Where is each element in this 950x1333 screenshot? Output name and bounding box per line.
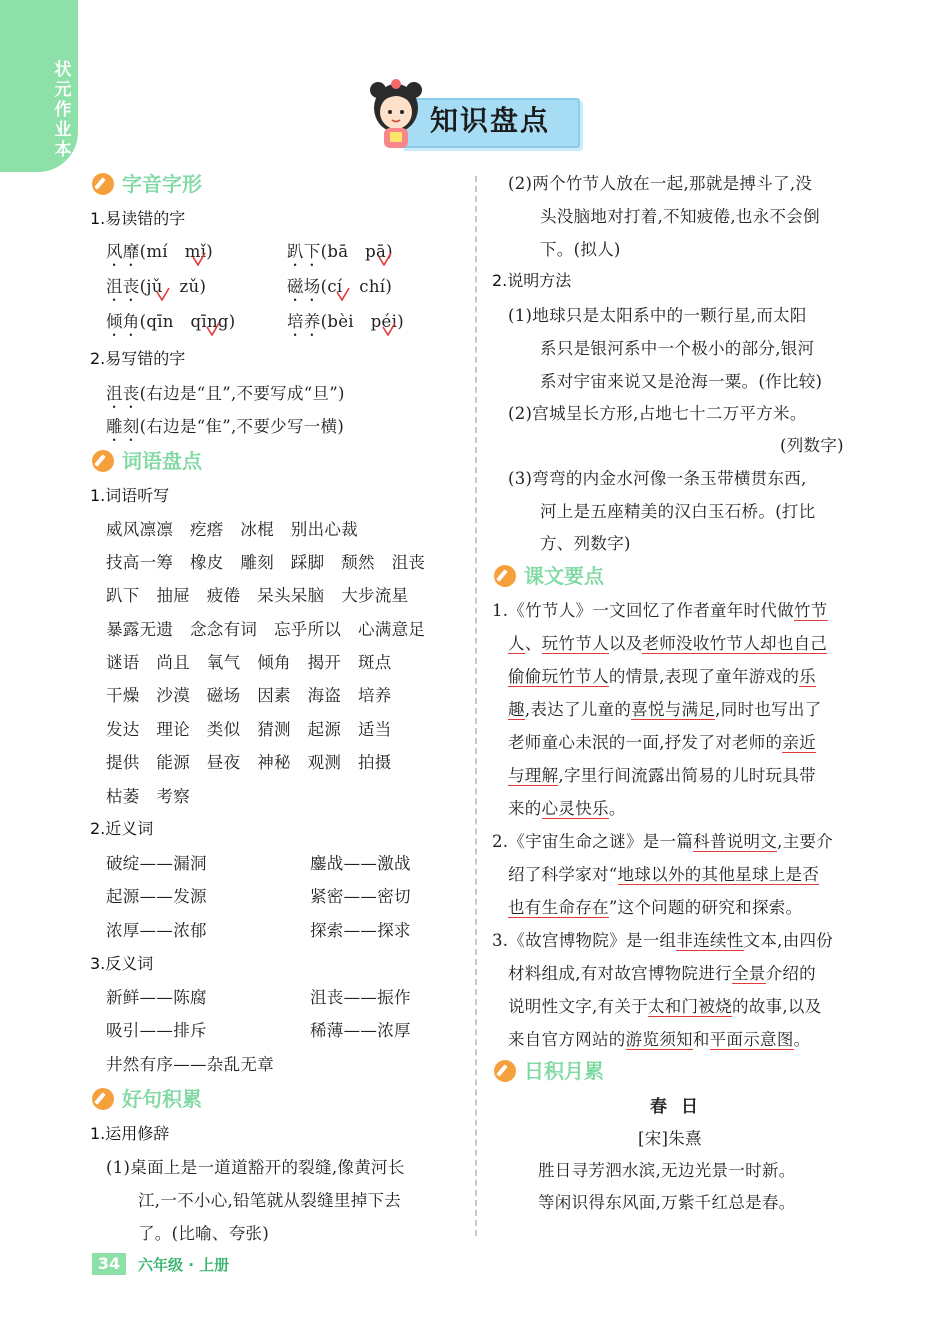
summary-line: 人、玩竹节人以及老师没收竹节人却也自己	[508, 634, 828, 653]
poem-author: [宋]朱熹	[638, 1129, 702, 1148]
sentence-line: (1)桌面上是一道道豁开的裂缝,像黄河长	[106, 1158, 405, 1177]
summary-line: 趣,表达了儿童的喜悦与满足,同时也写出了	[508, 700, 822, 719]
subheading: 2.说明方法	[492, 271, 572, 290]
section-zi-yin-zi-xing	[92, 168, 202, 196]
word-row: 威风凛凛 疙瘩 冰棍 别出心裁	[106, 520, 358, 539]
page-title: 知识盘点	[430, 104, 551, 137]
section-ke-wen-yao-dian	[494, 560, 604, 588]
summary-line: 说明性文字,有关于太和门被烧的故事,以及	[508, 997, 822, 1016]
summary-line: 与理解,字里行间流露出简易的儿时玩具带	[508, 766, 816, 785]
method-line: (列数字)	[780, 436, 844, 455]
summary-line: 绍了科学家对“地球以外的其他星球上是否	[508, 865, 820, 884]
word-row: 趴下 抽屉 疲倦 呆头呆脑 大步流星	[106, 586, 409, 605]
summary-line: 来自官方网站的游览须知和平面示意图。	[508, 1030, 811, 1049]
summary-line: 2.《宇宙生命之谜》是一篇科普说明文,主要介	[492, 832, 834, 851]
antonym-pair: 稀薄——浓厚	[310, 1021, 411, 1040]
subheading: 1.易读错的字	[90, 209, 186, 228]
side-tab-text: 状元作业本	[54, 60, 72, 160]
sentence-line: 头没脑地对打着,不知疲倦,也永不会倒	[540, 207, 820, 226]
sentence-line: 江,一不小心,铅笔就从裂缝里掉下去	[138, 1191, 402, 1210]
method-line: 河上是五座精美的汉白玉石桥。(打比	[540, 502, 816, 521]
pron-item: 培养(bèi péi)	[287, 312, 404, 331]
pencil-icon	[92, 1088, 114, 1110]
subheading: 3.反义词	[90, 954, 154, 973]
antonym-pair: 沮丧——振作	[310, 988, 411, 1007]
subheading: 2.易写错的字	[90, 349, 186, 368]
check-mark-icon	[336, 287, 350, 301]
antonym-pair: 新鲜——陈腐	[106, 988, 207, 1007]
section-title: 字音字形	[122, 172, 202, 196]
pron-item: 磁场(cí chí)	[287, 277, 393, 296]
word-row: 谜语 尚且 氧气 倾角 揭开 斑点	[106, 653, 392, 672]
girl-mascot-icon	[368, 78, 428, 152]
pron-item: 倾角(qīn qīng)	[106, 312, 236, 331]
antonym-pair: 吸引——排斥	[106, 1021, 207, 1040]
synonym-pair: 鏖战——激战	[310, 854, 411, 873]
section-title: 词语盘点	[122, 449, 202, 473]
column-divider	[475, 176, 477, 1236]
summary-line: 也有生命存在”这个问题的研究和探索。	[508, 898, 803, 917]
sentence-line: 下。(拟人)	[540, 240, 621, 259]
summary-line: 来的心灵快乐。	[508, 799, 626, 818]
pencil-icon	[494, 565, 516, 587]
side-tab	[0, 0, 78, 172]
synonym-pair: 浓厚——浓郁	[106, 921, 207, 940]
method-line: (1)地球只是太阳系中的一颗行星,而太阳	[508, 306, 807, 325]
antonym-pair: 井然有序——杂乱无章	[106, 1055, 274, 1074]
section-ci-yu-pan-dian	[92, 445, 202, 473]
synonym-pair: 探索——探求	[310, 921, 411, 940]
check-mark-icon	[156, 287, 170, 301]
poem-title: 春日	[650, 1097, 712, 1117]
word-row: 干燥 沙漠 磁场 因素 海盗 培养	[106, 686, 392, 705]
check-mark-icon	[382, 322, 396, 336]
check-mark-icon	[206, 322, 220, 336]
poem-line: 胜日寻芳泗水滨,无边光景一时新。	[538, 1161, 796, 1180]
method-line: (2)宫城呈长方形,占地七十二万平方米。	[508, 404, 807, 423]
section-title: 课文要点	[524, 564, 604, 588]
word-row: 枯萎 考察	[106, 787, 190, 806]
method-line: 系对宇宙来说又是沧海一粟。(作比较)	[540, 372, 823, 391]
word-row: 提供 能源 昼夜 神秘 观测 拍摄	[106, 753, 392, 772]
word-row: 暴露无遗 念念有词 忘乎所以 心满意足	[106, 620, 426, 639]
subheading: 2.近义词	[90, 819, 154, 838]
pencil-icon	[92, 173, 114, 195]
pencil-icon	[494, 1060, 516, 1082]
method-line: (3)弯弯的内金水河像一条玉带横贯东西,	[508, 469, 807, 488]
method-line: 方、列数字)	[540, 534, 631, 553]
grade-label: 六年级 · 上册	[138, 1256, 230, 1274]
page-header	[368, 78, 588, 152]
pron-item: 风靡(mí mǐ)	[106, 242, 213, 261]
summary-line: 1.《竹节人》一文回忆了作者童年时代做竹节	[492, 601, 828, 620]
method-line: 系只是银河系中一个极小的部分,银河	[540, 339, 815, 358]
summary-line: 偷偷玩竹节人的情景,表现了童年游戏的乐	[508, 667, 816, 686]
section-hao-ju-ji-lei	[92, 1083, 202, 1111]
page-number: 34	[92, 1253, 126, 1275]
sentence-line: 了。(比喻、夸张)	[138, 1224, 270, 1243]
pron-item: 沮丧(jǔ zǔ)	[106, 277, 207, 296]
section-title: 好句积累	[122, 1087, 202, 1111]
check-mark-icon	[192, 252, 206, 266]
pron-item: 趴下(bā pā)	[287, 242, 393, 261]
write-note: 沮丧(右边是“且”,不要写成“旦”)	[106, 384, 345, 403]
summary-line: 老师童心未泯的一面,抒发了对老师的亲近	[508, 733, 816, 752]
section-title: 日积月累	[524, 1059, 604, 1083]
summary-line: 材料组成,有对故宫博物院进行全景介绍的	[508, 964, 816, 983]
synonym-pair: 破绽——漏洞	[106, 854, 207, 873]
section-ri-ji-yue-lei	[494, 1055, 604, 1083]
synonym-pair: 紧密——密切	[310, 887, 411, 906]
subheading: 1.运用修辞	[90, 1124, 170, 1143]
write-note: 雕刻(右边是“隹”,不要少写一横)	[106, 417, 345, 436]
sentence-line: (2)两个竹节人放在一起,那就是搏斗了,没	[508, 174, 813, 193]
word-row: 技高一筹 橡皮 雕刻 踩脚 颓然 沮丧	[106, 553, 426, 572]
synonym-pair: 起源——发源	[106, 887, 207, 906]
check-mark-icon	[378, 252, 392, 266]
pencil-icon	[92, 450, 114, 472]
summary-line: 3.《故宫博物院》是一组非连续性文本,由四份	[492, 931, 834, 950]
poem-line: 等闲识得东风面,万紫千红总是春。	[538, 1193, 796, 1212]
subheading: 1.词语听写	[90, 486, 170, 505]
word-row: 发达 理论 类似 猜测 起源 适当	[106, 720, 392, 739]
